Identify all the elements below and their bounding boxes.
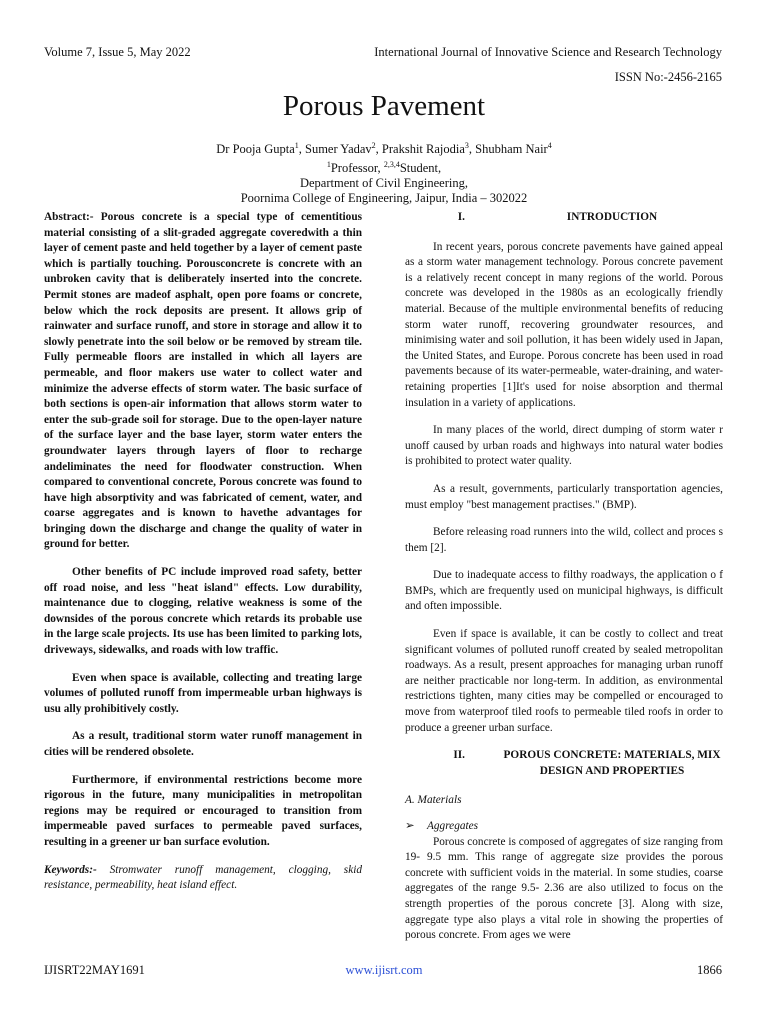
bullet-label: Aggregates [427, 820, 479, 832]
paragraph: In many places of the world, direct dumping of storm water r unoff caused by urban roads and highways into natural water bodies is prohibited to protect water quality. [405, 424, 723, 468]
page-number: 1866 [697, 963, 722, 977]
author-name: Sumer Yadav [305, 142, 372, 157]
bullet-item [405, 819, 723, 835]
paper-title: Porous Pavement [282, 90, 486, 122]
left-column [44, 210, 362, 906]
paragraph: Due to inadequate access to filthy roadways, the application o f BMPs, which are frequently used on municipal highways, is difficult and often impossible. [405, 569, 723, 613]
paragraph: Other benefits of PC include improved road safety, better off road noise, and less "heat island" effects. Low durability, maintenance due to clogging, relative weakness is some of the downsides of the porous concrete which retards its probable use in the large scale projects. Its use has been limited to parking lots, driveways, sidewalks, and roads with low traffic. [44, 566, 362, 657]
right-column [405, 210, 723, 956]
author-name: Prakshit Rajodia [381, 142, 465, 157]
abstract: Abstract:- Porous concrete is a special type of cementitious material consisting of a slit-graded aggregate coveredwith a thin layer of cement paste and held together by a layer of cement paste which is partially touching. Porousconcrete is concrete with an unbroken cavity that is deliberately inserted into the concrete. Permit stones are madeof asphalt, open pore foams or concrete, below which the rock deposits are present. It allows grip of rainwater and surface runoff, and store in storage and allow it to slowly penetrate into the soil below or be removed by stream tile. Fully permeable floors are installed in which all layers are permeable, and floor makers use water to collect water and minimize the adverse effects of storm water. The basic surface of both sections is open-air information that allows storm water to enter the sub-grade soil for storage. Due to the open-layer nature of the surface layer and the base layer, storm water enters the groundwater layers through layers of floor to recharge andeliminates the need for floodwater construction. When compared to conventional concrete, Porous concrete was found to have high absorptivity and was fabricated of cement, water, and coarse aggregates and is known to havethe advantages for bringing down the discharge and change the quality of water in ground for better. [44, 211, 362, 551]
paper-id: IJISRT22MAY1691 [44, 963, 145, 977]
role-sup: 1 [326, 160, 331, 170]
section-number: II. [453, 749, 465, 762]
department: Department of Civil Engineering, [299, 176, 468, 191]
section-number: I. [457, 211, 465, 223]
section-heading-materials [405, 748, 723, 779]
paragraph: In recent years, porous concrete pavements have gained appeal as a storm water management technology. Porous concrete pavement is a relatively recent concept in many regions of the world. Porous concrete was developed in the 1980s as an ecologically friendly material. Because of the multiple environmental benefits of reducing storm water runoff, recovering groundwater resources, and minimising water and soil pollution, it has been widely used in Japan, the United States, and Europe. Porous concrete has been used in road pavements because of its water-permeable, water-draining, and water-retaining properties [1]It's used for noise absorption and thermal insulation in a variety of applications. [405, 240, 723, 409]
journal-name: International Journal of Innovative Science and Research Technology [374, 45, 722, 59]
section-title: INTRODUCTION [566, 211, 658, 223]
role-sup: 2,3,4 [383, 160, 400, 170]
paragraph: Even if space is available, it can be costly to collect and treat significant volumes of polluted runoff created by sealed metropolitan roadways. As a result, present approaches for managing urban runoff are neither practicable nor long-term. In addition, as environmental restrictions tighten, many cities may be compelled or encouraged to move from waterproof tiled roofs to permeable tiled roofs in order to produce a greener urban surface. [405, 628, 723, 734]
keywords [44, 863, 362, 894]
arrow-bullet-icon: ➢ [405, 820, 415, 832]
issn-number: ISSN No:-2456-2165 [614, 70, 722, 84]
author-block [0, 138, 768, 206]
author-roles [0, 157, 768, 176]
role-text: Professor, [330, 161, 384, 176]
volume-issue: Volume 7, Issue 5, May 2022 [44, 45, 191, 59]
author-sup: 2 [371, 141, 376, 150]
paragraph: Porous concrete is composed of aggregates of size ranging from 19- 9.5 mm. This range of aggregate size provides the porous concrete with sufficient voids in the material. In some studies, coarse aggregates of the range 9.5- 2.36 are also utilized to focus on the strength properties of the porous concrete [3]. Along with size, aggregate type also plays a vital role in showing the properties of porous concrete. From ages we were [405, 835, 723, 942]
keywords-label: Keywords:- [44, 863, 97, 876]
college: Poornima College of Engineering, Jaipur, India – 302022 [240, 191, 528, 206]
keywords-text: Stromwater runoff management, clogging, skid resistance, permeability, heat island effect. [44, 863, 362, 892]
author-line: Dr Pooja Gupta$^1$, Sumer Yadav$^2$, Prakshit Rajodia$^3$, Shubham Nair$^4$ [216, 141, 552, 157]
role-text: Student, [399, 161, 442, 176]
section-title: POROUS CONCRETE: MATERIALS, MIX DESIGN AND PROPERTIES [503, 749, 721, 777]
author-sup: 4 [547, 141, 552, 150]
author-name: Shubham Nair [475, 142, 548, 157]
author-sup: 1 [294, 141, 299, 150]
section-heading-introduction [405, 210, 723, 226]
paragraph: Even when space is available, collecting and treating large volumes of polluted runoff from impermeable urban highways is usu ally prohibitively costly. [44, 671, 362, 715]
subsection-heading: A. Materials [405, 794, 462, 807]
paragraph: As a result, governments, particularly transportation agencies, must employ "best management practises." (BMP). [405, 482, 723, 511]
journal-link[interactable]: www.ijisrt.com [345, 963, 423, 977]
paragraph: As a result, traditional storm water runoff management in cities will be rendered obsolete. [44, 730, 362, 758]
paragraph: Furthermore, if environmental restrictions become more rigorous in the future, many municipalities in metropolitan regions may be required or encouraged to transition from impermeable paved surfaces to permeable paved surfaces, resulting in a greener ur ban surface evolution. [44, 773, 362, 848]
author-name: Dr Pooja Gupta [216, 142, 295, 157]
author-sup: 3 [464, 141, 469, 150]
paragraph: Before releasing road runners into the wild, collect and proces s them [2]. [405, 526, 723, 554]
